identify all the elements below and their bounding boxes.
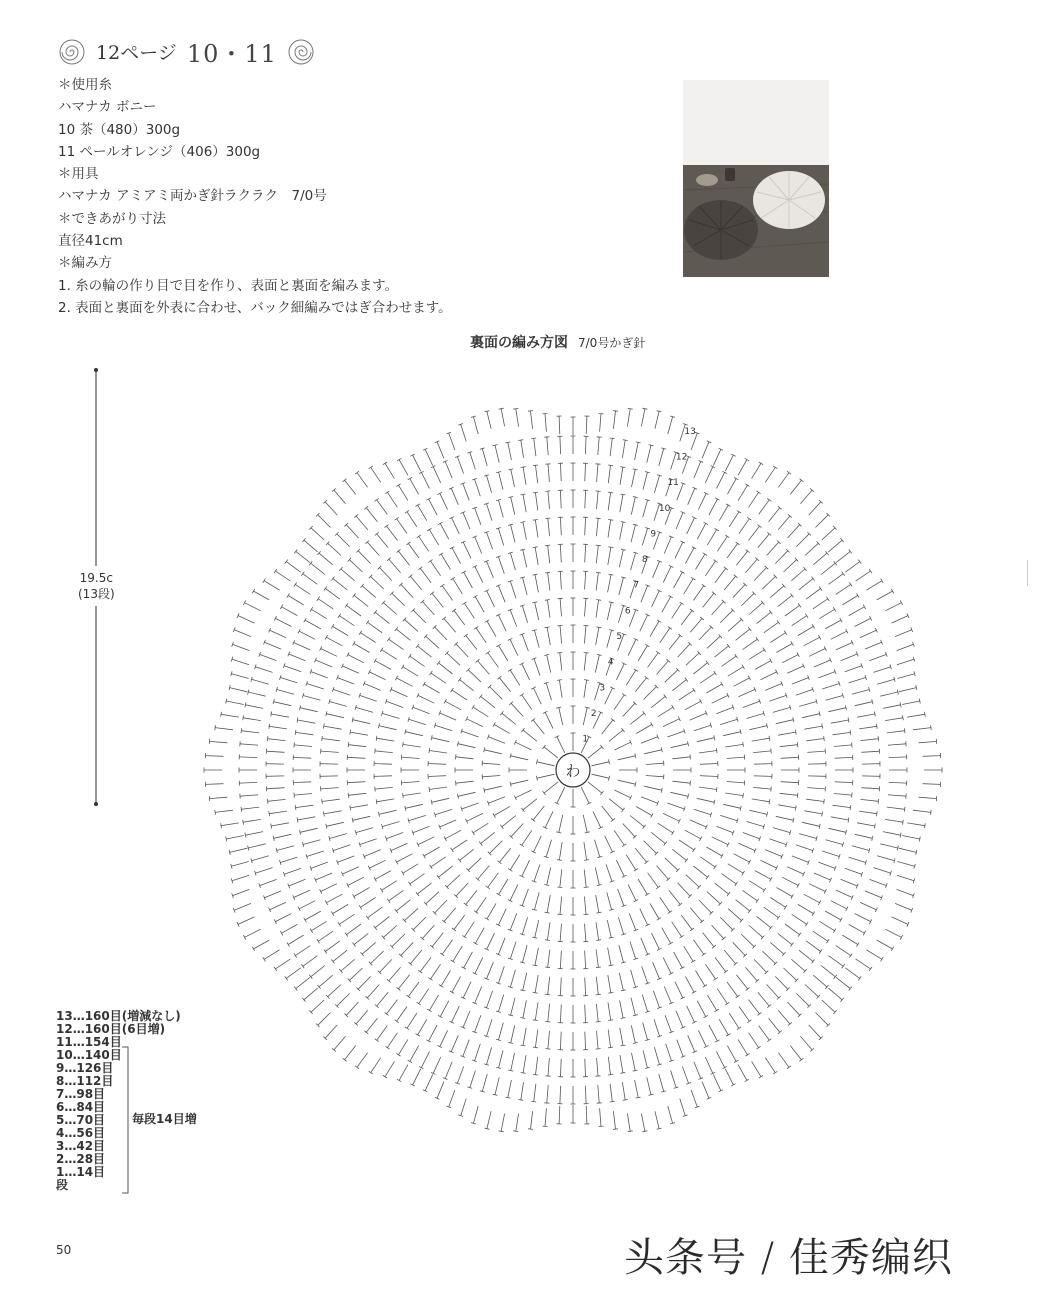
page-reference: 12ページ [96, 42, 177, 64]
dimension-label [78, 570, 115, 602]
spec-line: ＊できあがり寸法 [58, 210, 166, 227]
hook-size: 7/0号かぎ針 [578, 336, 646, 350]
spec-line: 1. 糸の輪の作り目で目を作り、表面と裏面を編みます。 [58, 277, 399, 294]
crochet-chart [130, 360, 1020, 1220]
spec-line: 直径41cm [58, 233, 123, 250]
row-number-label: 4 [607, 657, 614, 668]
legend-row: 12…160目(6目増) [56, 1022, 166, 1036]
row-number-label: 7 [633, 580, 640, 591]
legend-row: 6…84目 [56, 1100, 106, 1114]
legend-row: 8…112目 [56, 1074, 114, 1088]
row-number-label: 9 [650, 529, 657, 540]
brace-label: 毎段14目増 [132, 1112, 197, 1126]
legend-row: 5…70目 [56, 1113, 106, 1127]
swirl-icon [287, 38, 315, 66]
spec-line: ＊使用糸 [58, 77, 112, 93]
legend-row: 7…98目 [56, 1087, 106, 1101]
stitch-count-legend [56, 1010, 181, 1192]
watermark: 头条号 / 佳秀编织 [624, 1235, 953, 1281]
legend-footer: 段 [56, 1178, 69, 1192]
legend-row: 4…56目 [56, 1126, 106, 1140]
spec-line: ハマナカ アミアミ両かぎ針ラクラク 7/0号 [58, 188, 327, 205]
legend-row: 9…126目 [56, 1061, 114, 1075]
spec-line: ＊用具 [58, 166, 99, 183]
legend-row: 11…154目 [56, 1035, 122, 1049]
row-number-label: 12 [675, 452, 688, 463]
spec-line: ハマナカ ボニー [58, 99, 157, 116]
materials-list [58, 74, 452, 319]
row-number-label: 1 [582, 734, 589, 745]
diagram-title-text: 裏面の編み方図 [470, 335, 568, 351]
legend-brace [120, 1045, 132, 1195]
legend-row: 3…42目 [56, 1139, 106, 1153]
legend-row: 2…28目 [56, 1152, 106, 1166]
chart-row-labels [582, 427, 695, 745]
row-number-label: 13 [684, 427, 696, 437]
row-number-label: 8 [641, 555, 648, 566]
diagram-title [470, 332, 645, 352]
spec-line: 2. 表面と裏面を外表に合わせ、バック細編みではぎ合わせます。 [58, 299, 452, 316]
swirl-icon [58, 38, 86, 66]
product-photo [683, 80, 829, 277]
product-photo-drawing [683, 80, 829, 277]
page-number: 50 [56, 1243, 72, 1257]
row-number-label: 6 [624, 606, 631, 617]
row-number-label: 2 [590, 708, 597, 719]
page-edge-mark [1027, 560, 1042, 586]
dimension-value: 19.5c [79, 571, 113, 585]
legend-row: 10…140目 [56, 1048, 122, 1062]
dimension-rows: (13段) [78, 587, 115, 601]
legend-row: 1…14目 [56, 1165, 106, 1179]
row-number-label: 3 [599, 683, 606, 694]
legend-row: 13…160目(増減なし) [56, 1009, 181, 1023]
row-number-label: 10 [658, 503, 671, 514]
row-number-label: 5 [616, 632, 623, 642]
spec-line: ＊編み方 [58, 255, 112, 272]
spec-line: 10 茶（480）300g [58, 121, 181, 138]
magic-ring-label: わ [565, 762, 581, 780]
spec-line: 11 ペールオレンジ（406）300g [58, 143, 261, 160]
pattern-numbers: 10・11 [186, 40, 277, 68]
row-number-label: 11 [667, 478, 679, 489]
page-header [58, 34, 315, 69]
